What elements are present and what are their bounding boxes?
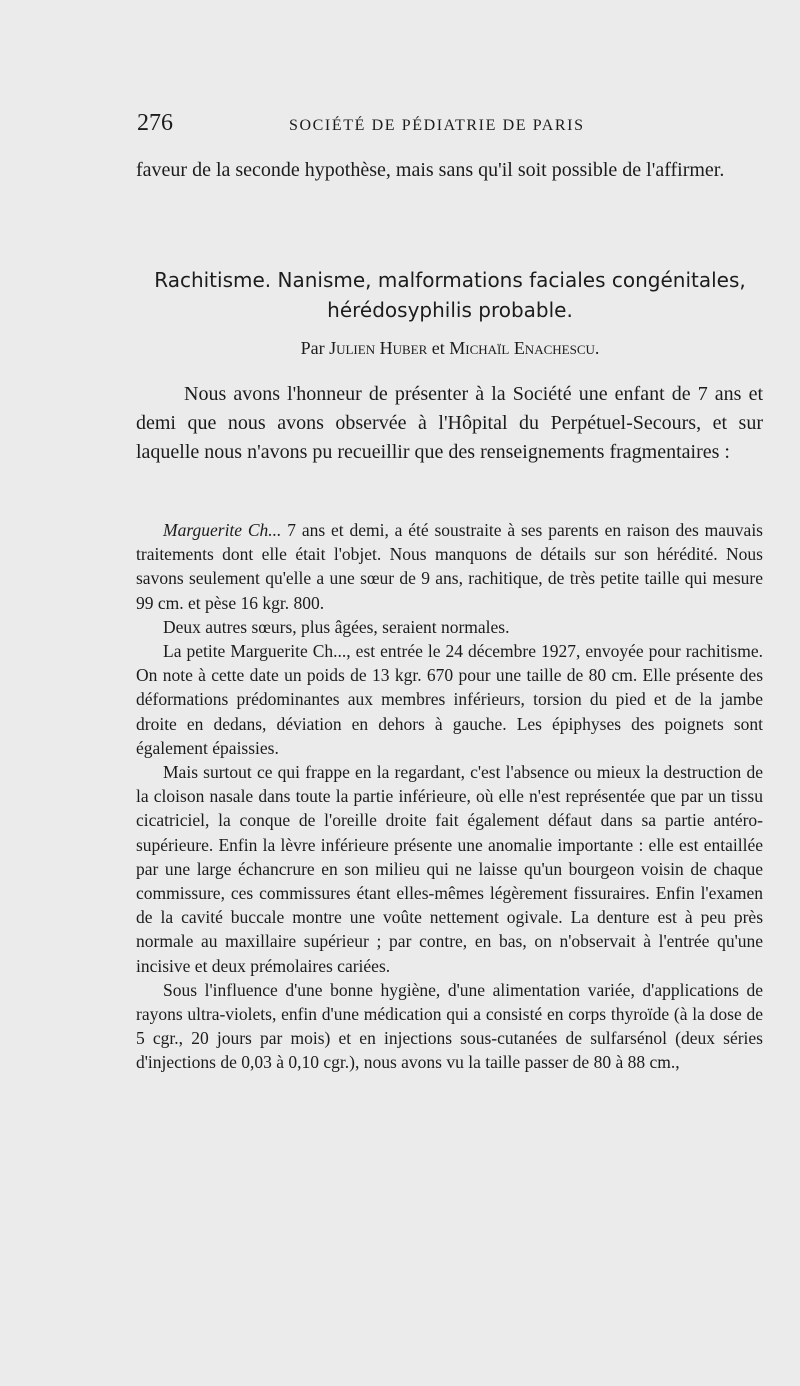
- case-paragraph-5: Sous l'influence d'une bonne hygiène, d'une alimentation variée, d'applications de rayons ultra-violets, enfin d'une médication qui a consisté en corps thyroïde (à la dose de 5 cgr., 20 jours par mois) et en injections sous-cutanées de sulfarsénol (deux séries d'injections de 0,03 à 0,10 cgr.), nous avons vu la taille passer de 80 à 88 cm.,: [136, 979, 763, 1073]
- case-paragraph-2: Deux autres sœurs, plus âgées, seraient normales.: [163, 616, 510, 637]
- article-title: [137, 265, 763, 325]
- case-report: [136, 518, 763, 1075]
- article-byline: [137, 338, 763, 359]
- intro-paragraph: faveur de la seconde hypothèse, mais sans qu'il soit possible de l'affirmer.: [136, 159, 725, 181]
- running-head: SOCIÉTÉ DE PÉDIATRIE DE PARIS: [289, 117, 585, 134]
- article-title-line-1: Rachitisme. Nanisme, malformations faciales congénitales,: [154, 268, 746, 292]
- page-header: [137, 110, 755, 140]
- author-1: Julien Huber: [329, 338, 428, 358]
- case-paragraph-3: La petite Marguerite Ch..., est entrée le 24 décembre 1927, envoyée pour rachitisme. On note à cette date un poids de 13 kgr. 670 pour une taille de 80 cm. Elle présente des déformations prédominantes aux membres inférieurs, torsion du pied et de la jambe droite en dedans, déviation en dehors à gauche. Les épiphyses des poignets sont également épaissies.: [136, 641, 763, 758]
- article-title-line-2: hérédosyphilis probable.: [327, 298, 573, 322]
- intro-text-block: [136, 155, 763, 185]
- page-number: 276: [137, 110, 173, 136]
- lead-paragraph: Nous avons l'honneur de présenter à la Société une enfant de 7 ans et demi que nous avons observée à l'Hôpital du Perpétuel-Secours, et sur laquelle nous n'avons pu recueillir que des renseignements fragmentaires :: [136, 383, 763, 463]
- case-paragraph-1-text: 7 ans et demi, a été soustraite à ses parents en raison des mauvais traitements dont elle était l'objet. Nous manquons de détails sur son hérédité. Nous savons seulement qu'elle a une sœur de 9 ans, rachitique, de très petite taille qui mesure 99 cm. et pèse 16 kgr. 800.: [136, 520, 763, 613]
- author-2: Michaïl Enachescu.: [449, 338, 600, 358]
- patient-name: Marguerite Ch...: [163, 520, 282, 540]
- byline-et: et: [431, 338, 445, 358]
- case-paragraph-4: Mais surtout ce qui frappe en la regardant, c'est l'absence ou mieux la destruction de la cloison nasale dans toute la partie inférieure, où elle n'est représentée que par un tissu cicatriciel, la conque de l'oreille droite fait également défaut dans sa partie antéro-supérieure. Enfin la lèvre inférieure présente une anomalie importante : elle est entaillée par une large échancrure en son milieu qui ne laisse qu'un bourgeon voisin de chaque commissure, ces commissures étant elles-mêmes légèrement fissuraires. Enfin l'examen de la cavité buccale montre une voûte nettement ogivale. La denture est à peu près normale au maxillaire supérieur ; par contre, en bas, on n'observait à l'entrée qu'une incisive et deux prémolaires cariées.: [136, 762, 763, 976]
- byline-par: Par: [300, 338, 325, 358]
- lead-text-block: [136, 380, 763, 467]
- case-paragraph-1: [136, 518, 763, 615]
